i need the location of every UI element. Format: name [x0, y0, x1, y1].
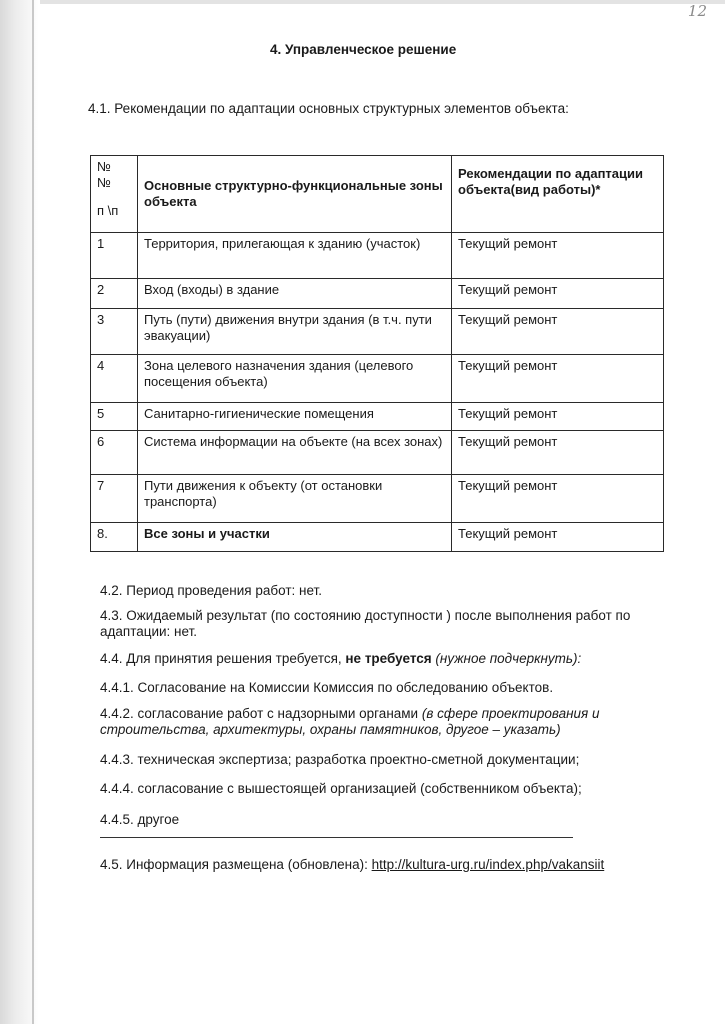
row-recommendation: Текущий ремонт [452, 309, 664, 355]
recommendations-table [90, 155, 664, 552]
row-zone: Вход (входы) в здание [138, 279, 452, 309]
row-recommendation: Текущий ремонт [452, 355, 664, 403]
header-number-line: № [97, 159, 111, 174]
row-recommendation: Текущий ремонт [452, 523, 664, 552]
row-number: 7 [91, 475, 138, 523]
row-zone: Пути движения к объекту (от остановки транспорта) [138, 475, 452, 523]
header-number-line: № [97, 175, 111, 190]
paragraph-4-5-lead: 4.5. Информация размещена (обновлена): [100, 857, 372, 872]
table-row [91, 355, 664, 403]
paragraph-4-4-lead: 4.4. Для принятия решения требуется, [100, 651, 346, 666]
fill-in-line [100, 837, 573, 838]
paragraph-4-4-2-italic: (в сфере проектирования и строительства, архитектуры, охраны памятников, другое – указать) [100, 706, 600, 737]
paragraph-4-4-1: 4.4.1. Согласование на Комиссии Комиссия по обследованию объектов. [100, 680, 554, 695]
scan-binding-edge [0, 0, 38, 1024]
paragraph-4-4-italic: (нужное подчеркнуть): [431, 651, 582, 666]
table-header-row [91, 156, 664, 233]
row-zone: Система информации на объекте (на всех зонах) [138, 431, 452, 475]
row-number: 2 [91, 279, 138, 309]
row-recommendation: Текущий ремонт [452, 279, 664, 309]
row-zone: Санитарно-гигиенические помещения [138, 403, 452, 431]
header-zone: Основные структурно-функциональные зоны объекта [138, 156, 452, 233]
header-number-line: п \п [97, 203, 119, 218]
paragraph-4-4-3: 4.4.3. техническая экспертиза; разработка проектно-сметной документации; [100, 752, 580, 767]
table-row [91, 475, 664, 523]
paragraph-4-3: 4.3. Ожидаемый результат (по состоянию доступности ) после выполнения работ по адаптации: нет. [100, 608, 631, 639]
subsection-title: 4.1. Рекомендации по адаптации основных структурных элементов объекта: [88, 101, 569, 116]
paragraph-4-5 [100, 857, 604, 873]
table-row [91, 309, 664, 355]
row-number: 4 [91, 355, 138, 403]
paragraph-4-4-bold: не требуется [345, 651, 432, 666]
table-row [91, 279, 664, 309]
row-number: 8. [91, 523, 138, 552]
row-recommendation: Текущий ремонт [452, 475, 664, 523]
row-number: 1 [91, 233, 138, 279]
row-number: 3 [91, 309, 138, 355]
row-recommendation: Текущий ремонт [452, 233, 664, 279]
table-row [91, 523, 664, 552]
paragraph-4-4-5: 4.4.5. другое [100, 812, 180, 827]
row-zone: Путь (пути) движения внутри здания (в т.ч. пути эвакуации) [138, 309, 452, 355]
table-row [91, 431, 664, 475]
row-recommendation: Текущий ремонт [452, 403, 664, 431]
scan-top-edge [40, 0, 725, 4]
header-number [91, 156, 138, 233]
paragraph-4-4 [100, 651, 581, 667]
table-row [91, 233, 664, 279]
row-number: 6 [91, 431, 138, 475]
section-title: 4. Управленческое решение [270, 42, 457, 57]
table-row [91, 403, 664, 431]
paragraph-4-4-4: 4.4.4. согласование с вышестоящей организацией (собственником объекта); [100, 781, 582, 796]
paragraph-4-2: 4.2. Период проведения работ: нет. [100, 583, 322, 598]
paragraph-4-4-2-lead: 4.4.2. согласование работ с надзорными органами [100, 706, 422, 721]
row-zone: Зона целевого назначения здания (целевого посещения объекта) [138, 355, 452, 403]
paragraph-4-4-2 [100, 706, 665, 738]
header-recommendation: Рекомендации по адаптации объекта(вид работы)* [452, 156, 664, 233]
row-zone: Все зоны и участки [138, 523, 452, 552]
row-number: 5 [91, 403, 138, 431]
page-number: 12 [687, 2, 707, 20]
row-zone: Территория, прилегающая к зданию (участок) [138, 233, 452, 279]
info-link[interactable]: http://kultura-urg.ru/index.php/vakansiit [371, 857, 605, 872]
row-recommendation: Текущий ремонт [452, 431, 664, 475]
